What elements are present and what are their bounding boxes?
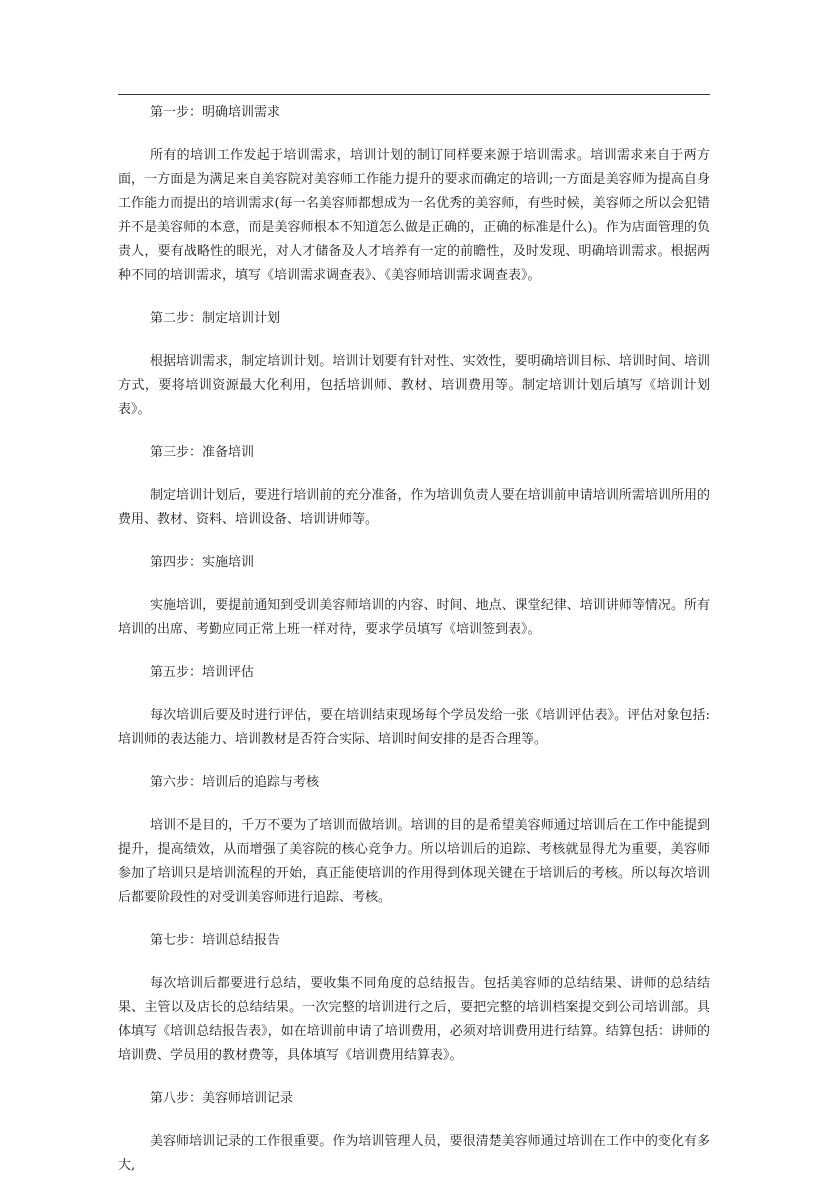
- section-heading-4: 第四步：实施培训: [150, 555, 255, 570]
- section-heading-5: 第五步：培训评估: [150, 665, 255, 680]
- section-body-3: 制定培训计划后，要进行培训前的充分准备，作为培训负责人要在培训前申请培训所需培训所用的费用、教材、资料、培训设备、培训讲师等。: [118, 488, 710, 527]
- section-heading-2: 第二步：制定培训计划: [150, 311, 281, 326]
- header-rule: [118, 94, 710, 95]
- section-body-1: 所有的培训工作发起于培训需求，培训计划的制订同样要来源于培训需求。培训需求来自于两方面，一方面是为满足来自美容院对美容师工作能力提升的要求而确定的培训;一方面是美容师为提高自身工作能力而提出的培训需求(每一名美容师都想成为一名优秀的美容师，有些时候，美容师之所以会犯错并不是美容师的本意，而是美容师根本不知道怎么做是正确的，正确的标准是什么)。作为店面管理的负责人，要有战略性的眼光，对人才储备及人才培养有一定的前瞻性，及时发现、明确培训需求。根据两种不同的培训需求，填写《培训需求调查表》、《美容师培训需求调查表》。: [118, 148, 710, 283]
- section-heading-8: 第八步：美容师培训记录: [150, 1091, 294, 1106]
- section-body-4: 实施培训，要提前通知到受训美容师培训的内容、时间、地点、课堂纪律、培训讲师等情况。所有培训的出席、考勤应同正常上班一样对待，要求学员填写《培训签到表》。: [118, 598, 710, 637]
- section-body-7: 每次培训后都要进行总结，要收集不同角度的总结报告。包括美容师的总结结果、讲师的总结结果、主管以及店长的总结结果。一次完整的培训进行之后，要把完整的培训档案提交到公司培训部。具体填写《培训总结报告表》，如在培训前申请了培训费用，必须对培训费用进行结算。结算包括：讲师的培训费、学员用的教材费等，具体填写《培训费用结算表》。: [118, 976, 710, 1063]
- section-heading-3: 第三步：准备培训: [150, 445, 255, 460]
- section-heading-7: 第七步：培训总结报告: [150, 933, 281, 948]
- section-body-5: 每次培训后要及时进行评估，要在培训结束现场每个学员发给一张《培训评估表》。评估对象包括: 培训师的表达能力、培训教材是否符合实际、培训时间安排的是否合理等。: [118, 708, 710, 747]
- section-body-8: 美容师培训记录的工作很重要。作为培训管理人员，要很清楚美容师通过培训在工作中的变化有多大,: [118, 1134, 710, 1173]
- document-body: [118, 103, 710, 1178]
- section-heading-1: 第一步：明确培训需求: [150, 105, 281, 120]
- section-body-6: 培训不是目的，千万不要为了培训而做培训。培训的目的是希望美容师通过培训后在工作中能提到提升，提高绩效，从而增强了美容院的核心竞争力。所以培训后的追踪、考核就显得尤为重要，美容师参加了培训只是培训流程的开始，真正能使培训的作用得到体现关键在于培训后的考核。所以每次培训后都要阶段性的对受训美容师进行追踪、考核。: [118, 818, 710, 905]
- section-heading-6: 第六步：培训后的追踪与考核: [150, 775, 320, 790]
- section-body-2: 根据培训需求，制定培训计划。培训计划要有针对性、实效性，要明确培训目标、培训时间、培训方式，要将培训资源最大化利用，包括培训师、教材、培训费用等。制定培训计划后填写《培训计划表》。: [118, 354, 710, 417]
